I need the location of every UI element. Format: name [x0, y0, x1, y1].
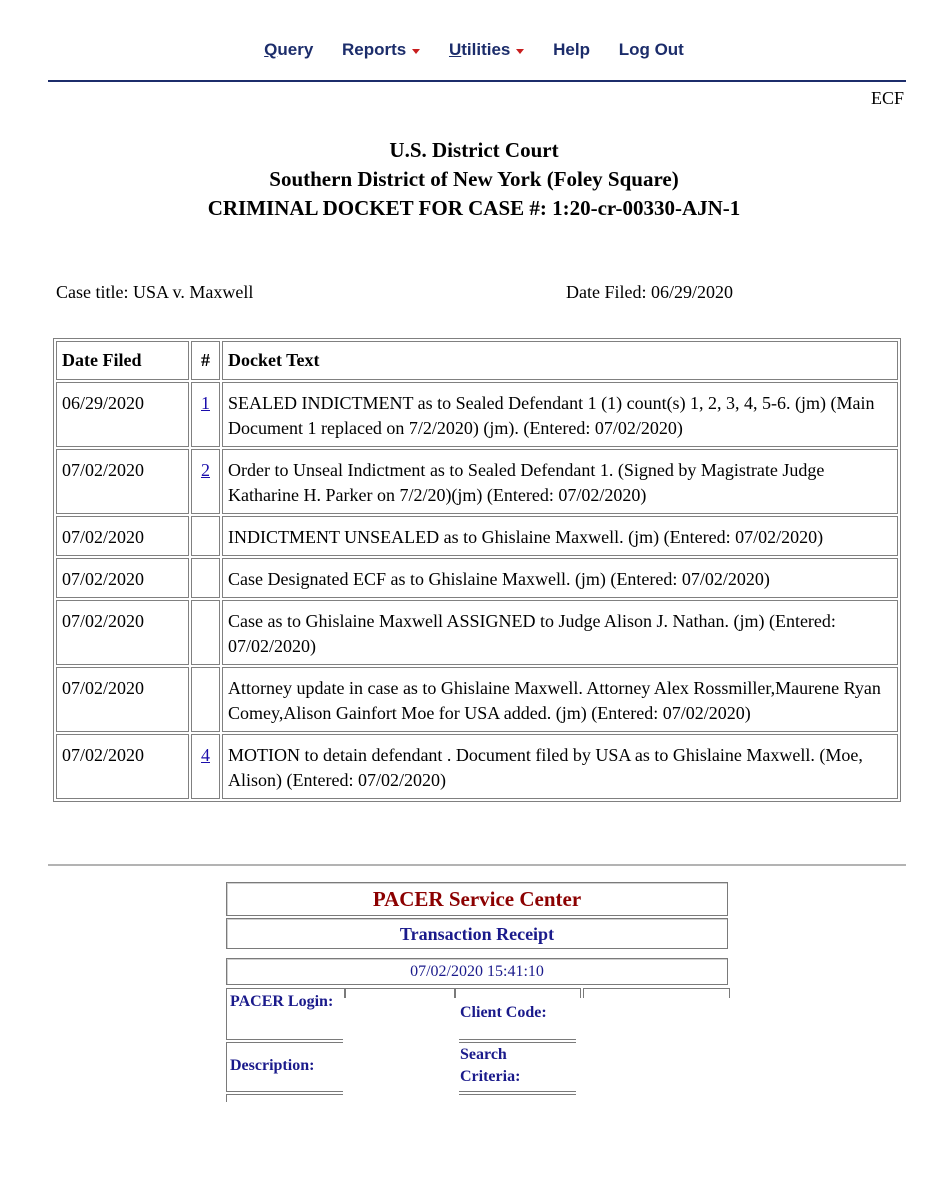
- nav-reports[interactable]: [342, 40, 420, 60]
- district-name: Southern District of New York (Foley Square): [269, 167, 679, 191]
- row-number: [191, 449, 220, 514]
- docket-title: CRIMINAL DOCKET FOR CASE #: 1:20-cr-00330-AJN-1: [207, 196, 741, 220]
- client-code-label: Client Code:: [460, 1004, 547, 1021]
- nav-utilities-accesskey: U: [448, 40, 462, 59]
- row-text: Case as to Ghislaine Maxwell ASSIGNED to Judge Alison J. Nathan. (jm) (Entered: 07/02/2020): [222, 600, 898, 665]
- nav-utilities-label: tilities: [461, 40, 511, 59]
- nav-utilities[interactable]: [449, 40, 524, 60]
- search-criteria-label: Search Criteria:: [460, 1046, 521, 1085]
- top-nav: [0, 40, 948, 60]
- row-date: 06/29/2020: [56, 382, 189, 447]
- row-text: SEALED INDICTMENT as to Sealed Defendant 1 (1) count(s) 1, 2, 3, 4, 5-6. (jm) (Main Document 1 replaced on 7/2/2020) (jm). (Entered: 07/02/2020): [222, 382, 898, 447]
- row-number: [191, 558, 220, 598]
- document-link-2[interactable]: 2: [201, 460, 210, 480]
- ecf-label: ECF: [870, 88, 904, 108]
- row-number: [191, 600, 220, 665]
- row-number: [191, 667, 220, 732]
- description-label: Description:: [230, 1057, 315, 1074]
- case-date-filed: Date Filed: 06/29/2020: [566, 282, 733, 302]
- docket-heading: [0, 136, 948, 223]
- row3-cell: [226, 1094, 345, 1102]
- pacer-login-label: PACER Login:: [230, 993, 334, 1010]
- nav-help[interactable]: Help: [553, 40, 590, 59]
- row-text: INDICTMENT UNSEALED as to Ghislaine Maxwell. (jm) (Entered: 07/02/2020): [222, 516, 898, 556]
- section-divider: [48, 864, 906, 866]
- nav-divider: [48, 80, 906, 82]
- login-label-cell: [226, 988, 345, 1040]
- description-label-cell: [226, 1042, 345, 1092]
- redaction-block: [343, 998, 459, 1102]
- row-date: 07/02/2020: [56, 516, 189, 556]
- table-row: [56, 734, 898, 799]
- redaction-block: [576, 998, 731, 1102]
- pacer-title: PACER Service Center: [226, 882, 728, 916]
- nav-query[interactable]: [264, 40, 313, 60]
- row-number: [191, 382, 220, 447]
- row-date: 07/02/2020: [56, 734, 189, 799]
- table-row: [56, 382, 898, 447]
- row-number: [191, 516, 220, 556]
- col-docket-text: Docket Text: [222, 341, 898, 380]
- docket-header-row: [56, 341, 898, 380]
- col-number: #: [191, 341, 220, 380]
- row-date: 07/02/2020: [56, 449, 189, 514]
- row-text: Attorney update in case as to Ghislaine Maxwell. Attorney Alex Rossmiller,Maurene Ryan Comey,Alison Gainfort Moe for USA added. (jm) (Entered: 07/02/2020): [222, 667, 898, 732]
- table-row: [56, 667, 898, 732]
- pacer-receipt: [224, 880, 731, 1102]
- row-number: [191, 734, 220, 799]
- nav-query-label: uery: [277, 40, 314, 59]
- row-text: Order to Unseal Indictment as to Sealed Defendant 1. (Signed by Magistrate Judge Katharine H. Parker on 7/2/20)(jm) (Entered: 07/02/2020): [222, 449, 898, 514]
- row-text: MOTION to detain defendant . Document filed by USA as to Ghislaine Maxwell. (Moe, Alison) (Entered: 07/02/2020): [222, 734, 898, 799]
- nav-query-accesskey: Q: [264, 40, 278, 59]
- dropdown-caret-icon: [516, 49, 524, 54]
- col-date-filed: Date Filed: [56, 341, 189, 380]
- table-row: [56, 600, 898, 665]
- nav-logout[interactable]: Log Out: [618, 40, 684, 59]
- row-text: Case Designated ECF as to Ghislaine Maxwell. (jm) (Entered: 07/02/2020): [222, 558, 898, 598]
- table-row: [56, 449, 898, 514]
- row-date: 07/02/2020: [56, 600, 189, 665]
- case-title: Case title: USA v. Maxwell: [56, 282, 254, 302]
- table-row: [56, 516, 898, 556]
- receipt-timestamp: 07/02/2020 15:41:10: [226, 958, 728, 985]
- court-name: U.S. District Court: [389, 138, 559, 162]
- nav-reports-label: Reports: [342, 40, 407, 59]
- dropdown-caret-icon: [412, 49, 420, 54]
- row-date: 07/02/2020: [56, 667, 189, 732]
- row3-cell: [455, 1094, 581, 1102]
- docket-table: [53, 338, 901, 802]
- receipt-title: Transaction Receipt: [226, 918, 728, 949]
- row-date: 07/02/2020: [56, 558, 189, 598]
- document-link-4[interactable]: 4: [201, 745, 210, 765]
- document-link-1[interactable]: 1: [201, 393, 210, 413]
- table-row: [56, 558, 898, 598]
